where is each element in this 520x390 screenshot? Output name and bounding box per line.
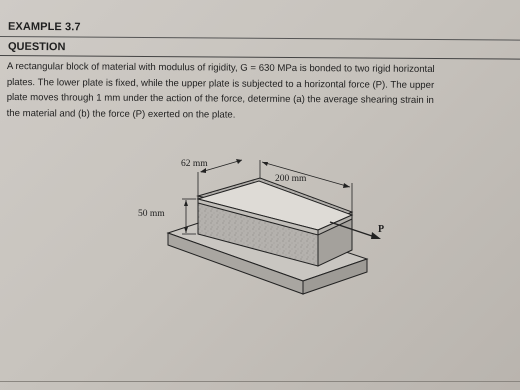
depth-label: 62 mm xyxy=(181,159,208,169)
question-line: A rectangular block of material with modulus of rigidity, G = 630 MPa is bonded to two rigid horizontal xyxy=(6,60,435,75)
length-label: 200 mm xyxy=(275,174,307,184)
question-label: QUESTION xyxy=(7,40,66,54)
example-label: EXAMPLE 3.7 xyxy=(7,20,81,34)
height-label: 50 mm xyxy=(138,209,165,219)
page-bottom-edge xyxy=(0,381,520,382)
force-label: P xyxy=(378,224,385,235)
question-line: plates. The lower plate is fixed, while the upper plate is subjected to a horizontal force (P). The upper xyxy=(6,76,435,91)
question-line: the material and (b) the force (P) exerted on the plate. xyxy=(6,107,236,121)
question-line: plate moves through 1 mm under the action of the force, determine (a) the average shearing strain in xyxy=(6,91,434,106)
